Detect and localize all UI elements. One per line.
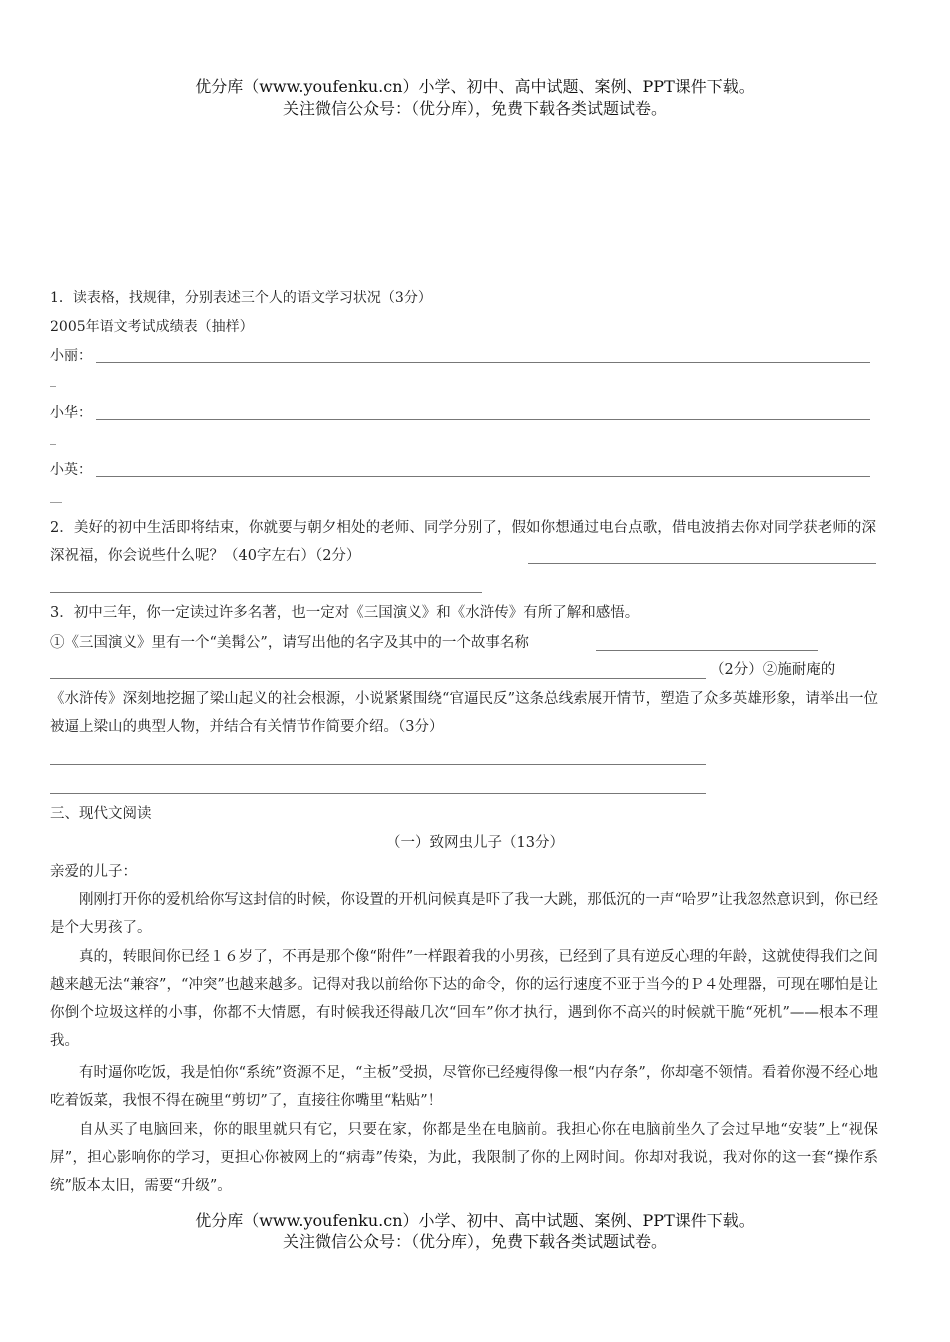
q2-text: 2．美好的初中生活即将结束，你就要与朝夕相处的老师、同学分别了，假如你想通过电台点歌，借电波捎去你对同学获老师的深深祝福，你会说些什么呢？（40字左右）（2分）	[50, 520, 876, 564]
article-paragraph-2: 真的，转眼间你已经１６岁了，不再是那个像“附件”一样跟着我的小男孩，已经到了具有逆反心理的年龄，这就使得我们之间越来越无法“兼容”，“冲突”也越来越多。记得对我以前给你下达的命令，你的运行速度不亚于当今的Ｐ４处理器，可现在哪怕是让你倒个垃圾这样的小事，你都不大情愿，有时候我还得敲几次“回车”你才执行，遇到你不高兴的时候就干脆“死机”——根本不理我。	[50, 949, 878, 1049]
q3-stem: 3．初中三年，你一定读过许多名著，也一定对《三国演义》和《水浒传》有所了解和感悟。	[50, 605, 640, 621]
q3-sub1: ①《三国演义》里有一个“美髯公”，请写出他的名字及其中的一个故事名称	[50, 635, 529, 651]
section-heading: 三、现代文阅读	[50, 806, 152, 822]
q1-table-caption: 2005年语文考试成绩表（抽样）	[50, 319, 254, 335]
q1-answer-line-xiaoli[interactable]	[96, 362, 870, 363]
q3-sub2-answer-line-1[interactable]	[50, 764, 706, 765]
q2-answer-line-1[interactable]	[528, 563, 876, 564]
article-title: （一）致网虫儿子（13分）	[386, 835, 564, 851]
q1-name-xiaoying: 小英：	[50, 462, 92, 478]
q1-answer-line-xiaoying[interactable]	[96, 476, 870, 477]
q1-answer-line-xiaohua[interactable]	[96, 419, 870, 420]
footer-line-2: 关注微信公众号：（优分库），免费下载各类试题试卷。	[282, 1232, 667, 1251]
header-line-1: 优分库（www.youfenku.cn）小学、初中、高中试题、案例、PPT课件下载。	[195, 77, 755, 96]
q3-sub2: 《水浒传》深刻地挖掘了梁山起义的社会根源，小说紧紧围绕“官逼民反”这条总线索展开情节，塑造了众多英雄形象，请举出一位被逼上梁山的典型人物，并结合有关情节作简要介绍。（3分）	[50, 691, 878, 735]
q1-tail-xiaohua: _	[50, 431, 56, 445]
salutation: 亲爱的儿子：	[50, 864, 137, 880]
q3-sub1-answer-line-1[interactable]	[596, 650, 818, 651]
q1-tail-xiaoli: _	[50, 373, 56, 387]
q3-score-sub2-start: （2分）②施耐庵的	[710, 662, 836, 678]
article-paragraph-1: 刚刚打开你的爱机给你写这封信的时候，你设置的开机问候真是吓了我一大跳，那低沉的一声“哈罗”让我忽然意识到，你已经是个大男孩了。	[50, 892, 878, 936]
q1-stem: 1．读表格，找规律，分别表述三个人的语文学习状况（3分）	[50, 290, 432, 306]
q1-name-xiaohua: 小华：	[50, 405, 92, 421]
article-paragraph-4: 自从买了电脑回来，你的眼里就只有它，只要在家，你都是坐在电脑前。我担心你在电脑前坐久了会过早地“安装”上“视保屏”，担心影响你的学习，更担心你被网上的“病毒”传染，为此，我限制了你的上网时间。你却对我说，我对你的这一套“操作系统”版本太旧，需要“升级”。	[50, 1122, 878, 1194]
q1-name-xiaoli: 小丽：	[50, 348, 92, 364]
q3-sub2-answer-line-2[interactable]	[50, 793, 706, 794]
q2-answer-line-2[interactable]	[50, 592, 482, 593]
footer-line-1: 优分库（www.youfenku.cn）小学、初中、高中试题、案例、PPT课件下载。	[195, 1211, 755, 1230]
article-paragraph-3: 有时逼你吃饭，我是怕你“系统”资源不足，“主板”受损，尽管你已经瘦得像一根“内存条”，你却毫不领情。看着你漫不经心地吃着饭菜，我恨不得在碗里“剪切”了，直接往你嘴里“粘贴”！	[50, 1065, 878, 1109]
q3-sub1-answer-line-2[interactable]	[50, 678, 706, 679]
header-line-2: 关注微信公众号：（优分库），免费下载各类试题试卷。	[282, 99, 667, 118]
q1-tail-xiaoying: __	[50, 489, 62, 503]
